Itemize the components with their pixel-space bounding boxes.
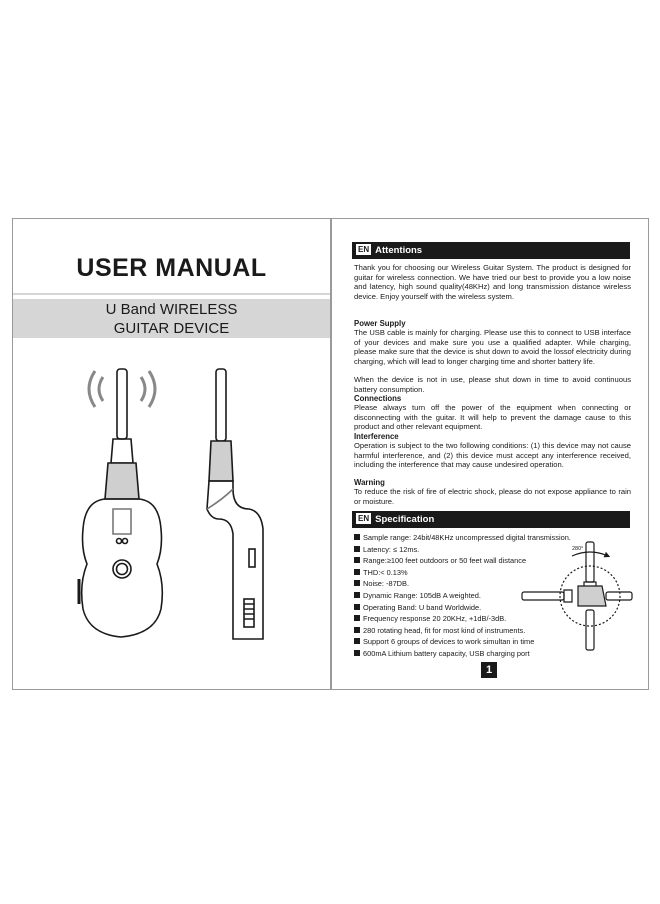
spec-item: THD:< 0.13% — [354, 567, 574, 579]
spec-item: Noise: -87DB. — [354, 578, 574, 590]
rotating-head-diagram — [512, 534, 637, 659]
spec-item: Frequency response 20 20KHz, +1dB/-3dB. — [354, 613, 574, 625]
spec-item: Dynamic Range: 105dB A weighted. — [354, 590, 574, 602]
spec-item: 600mA Lithium battery capacity, USB charging port — [354, 648, 574, 660]
guitar-transmitter-illustration — [73, 359, 273, 649]
warning-heading: Warning — [354, 478, 385, 487]
square-bullet-icon — [354, 627, 360, 633]
spec-item: Range:≥100 feet outdoors or 50 feet wall distance — [354, 555, 574, 567]
interference-heading: Interference — [354, 432, 399, 441]
warning-paragraph: To reduce the risk of fire of electric shock, please do not expose appliance to rain or moisture. — [354, 487, 631, 506]
page-number: 1 — [481, 662, 497, 678]
subtitle — [13, 300, 330, 338]
spec-item: Latency: ≤ 12ms. — [354, 544, 574, 556]
square-bullet-icon — [354, 604, 360, 610]
square-bullet-icon — [354, 650, 360, 656]
right-page — [331, 218, 649, 690]
manual-title: USER MANUAL — [76, 254, 267, 282]
square-bullet-icon — [354, 615, 360, 621]
power-supply-paragraph: The USB cable is mainly for charging. Please use this to connect to USB interface of your devices and make sure you use a qualified adapter. While charging, please make sure that the device is shut down to avoid the lossof electricity during charging, which will lead to longer charging time and shorter battery life. — [354, 328, 631, 366]
rotation-angle-label: 280° — [572, 546, 584, 552]
square-bullet-icon — [354, 580, 360, 586]
square-bullet-icon — [354, 557, 360, 563]
connections-heading: Connections — [354, 394, 402, 403]
specification-heading: Specification — [375, 514, 435, 525]
square-bullet-icon — [354, 569, 360, 575]
subtitle-line-1: U Band WIRELESS — [105, 301, 238, 318]
specification-heading-bar — [352, 511, 630, 528]
connections-paragraph: Please always turn off the power of the equipment when connecting or disconnecting with the guitar. It will help to prevent the damage cause to this product and other relevant equipment. — [354, 403, 631, 432]
attentions-heading-bar — [352, 242, 630, 259]
square-bullet-icon — [354, 638, 360, 644]
interference-paragraph: Operation is subject to the two following conditions: (1) this device may not cause harmful interference, and (2) this device must accept any interference received, including the interference that may cause undesired operation. — [354, 441, 631, 470]
attentions-heading: Attentions — [375, 245, 423, 256]
spec-item: Operating Band: U band Worldwide. — [354, 602, 574, 614]
intro-paragraph: Thank you for choosing our Wireless Guitar System. The product is designed for guitar for wireless connection. We have tried our best to provide you a low noise and latency, high sound quality(48KHz) and long transmission distance wireless device. Enjoy yourself with the wireless system. — [354, 263, 631, 301]
en-language-badge: EN — [358, 514, 370, 523]
left-page — [12, 218, 331, 690]
wireless-signal-icon — [89, 371, 155, 407]
spec-item: Support 6 groups of devices to work simultan in time — [354, 636, 574, 648]
square-bullet-icon — [354, 546, 360, 552]
spec-item: Sample range: 24bit/48KHz uncompressed digital transmission. — [354, 532, 574, 544]
en-language-badge: EN — [358, 245, 370, 254]
square-bullet-icon — [354, 592, 360, 598]
power-supply-heading: Power Supply — [354, 319, 406, 328]
spec-item: 280 rotating head, fit for most kind of instruments. — [354, 625, 574, 637]
power-supply-paragraph-2: When the device is not in use, please shut down in time to avoid continuous battery consumption. — [354, 375, 631, 394]
subtitle-line-2: GUITAR DEVICE — [113, 320, 230, 337]
square-bullet-icon — [354, 534, 360, 540]
